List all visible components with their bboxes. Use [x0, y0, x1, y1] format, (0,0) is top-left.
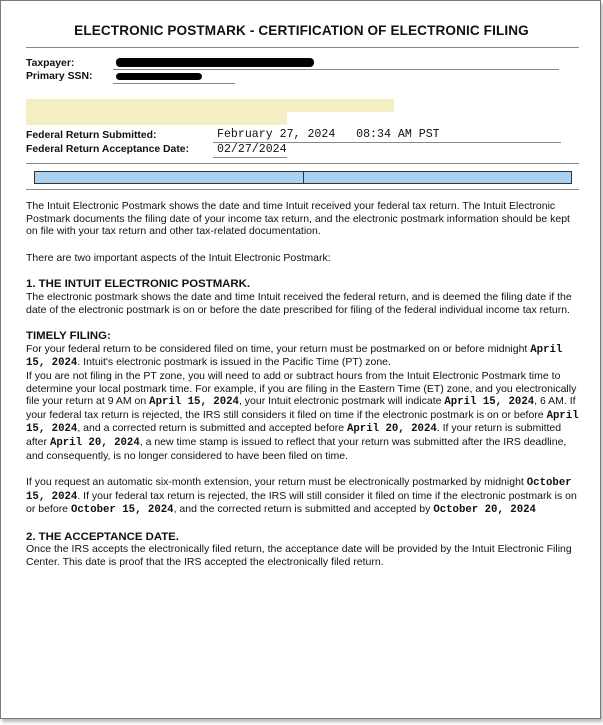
- highlight-bar: [26, 99, 394, 112]
- body-text: [26, 200, 582, 569]
- redacted-ssn: [116, 73, 202, 80]
- intro-paragraph: The Intuit Electronic Postmark shows the date and time Intuit received your federal tax return. The Intuit Electronic Postmark documents the filing date of your income tax return, and the electronic postmark information should be kept on file with your tax return and other tax-related documentation.: [26, 200, 570, 238]
- taxpayer-underline: [113, 69, 559, 70]
- document-title: ELECTRONIC POSTMARK - CERTIFICATION OF ELECTRONIC FILING: [74, 23, 529, 38]
- ssn-underline: [113, 83, 235, 84]
- divider: [26, 163, 579, 164]
- taxpayer-label: Taxpayer:: [26, 58, 75, 69]
- status-bar: [34, 171, 572, 184]
- postmark-paragraph: The electronic postmark shows the date and time Intuit received the federal return, and is deemed the filing date if the date of the electronic postmark is on or before the date prescribed for filing of the federal individual income tax return.: [26, 290, 572, 316]
- acceptance-value: 02/27/2024: [217, 143, 287, 156]
- redacted-taxpayer-name: [116, 58, 314, 67]
- submitted-value: February 27, 2024 08:34 AM PST: [217, 128, 440, 141]
- section-heading-acceptance: 2. THE ACCEPTANCE DATE.: [26, 530, 179, 543]
- highlight-bar: [26, 112, 287, 125]
- extension-paragraph: If you request an automatic six-month extension, your return must be electronically postmarked by midnight October 15, 2024. If your federal tax return is rejected, the IRS will still consider it filed on time if the electronic postmark is on or before October 15, 2024, and the corrected return is submitted and accepted by October 20, 2024: [26, 476, 577, 517]
- acceptance-paragraph: Once the IRS accepts the electronically filed return, the acceptance date will be provided by the Intuit Electronic Filing Center. This date is proof that the IRS accepted the electronically filed return.: [26, 543, 572, 569]
- submitted-label: Federal Return Submitted:: [26, 130, 157, 141]
- acceptance-label: Federal Return Acceptance Date:: [26, 144, 190, 155]
- divider: [26, 47, 579, 48]
- divider: [26, 189, 579, 190]
- aspects-paragraph: There are two important aspects of the Intuit Electronic Postmark:: [26, 251, 331, 264]
- ssn-label: Primary SSN:: [26, 71, 93, 82]
- timely-paragraph: For your federal return to be considered filed on time, your return must be postmarked on or before midnight April 15, 2024. Intuit's electronic postmark is issued in the Pacific Time (PT) zone. If you are not filing in the PT zone, you will need to add or subtract hours from the Intuit Electronic Postmark time to determine your local postmark time. For example, if you are filing in the Eastern Time (ET) zone, and you electronically file your return at 9 AM on April 15, 2024, your Intuit electronic postmark will indicate April 15, 2024, 6 AM. If your federal tax return is rejected, the IRS still considers it filed on time if the electronic postmark is on or before April 15, 2024, and a corrected return is submitted and accepted before April 20, 2024. If your return is submitted after April 20, 2024, a new time stamp is issued to reflect that your return was submitted after the IRS deadline, and consequently, is no longer considered to have been filed on time.: [26, 342, 579, 462]
- acceptance-underline: [213, 157, 287, 158]
- section-heading-timely: TIMELY FILING:: [26, 330, 111, 343]
- section-heading-postmark: 1. THE INTUIT ELECTRONIC POSTMARK.: [26, 278, 251, 291]
